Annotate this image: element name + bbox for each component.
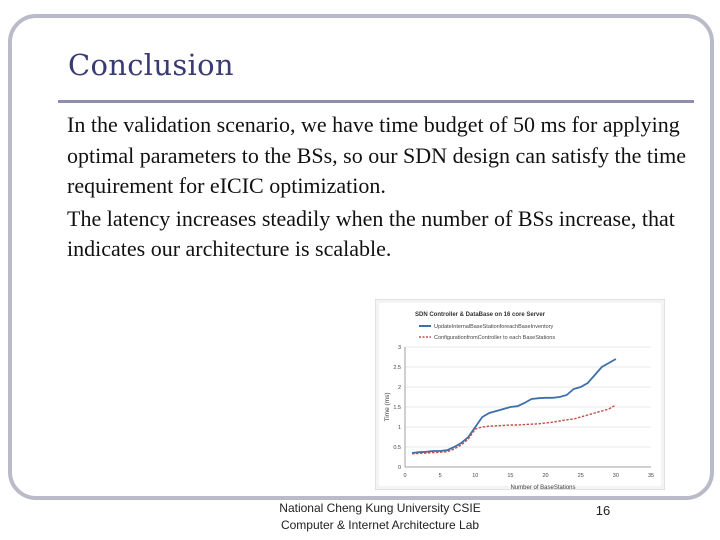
x-tick-label: 10 [472, 473, 479, 479]
x-tick-label: 5 [438, 473, 442, 479]
slide-title: Conclusion [68, 48, 234, 82]
x-tick-label: 35 [647, 473, 655, 479]
legend-label-series-1: UpdateInternalBaseStationforeachBaseInventory [434, 324, 554, 330]
footer-line-2: Computer & Internet Architecture Lab [280, 518, 480, 532]
y-tick-label: 1 [397, 425, 401, 431]
x-axis-label: Number of BaseStations [510, 485, 576, 490]
latency-chart [375, 299, 665, 490]
x-tick-label: 0 [403, 473, 407, 479]
y-tick-label: 3 [397, 345, 401, 351]
x-tick-label: 15 [507, 473, 514, 479]
y-tick-label: 0 [397, 465, 401, 471]
footer-line-1: National Cheng Kung University CSIE [279, 501, 481, 515]
y-tick-label: 0.5 [393, 445, 401, 451]
x-tick-label: 30 [612, 473, 619, 479]
paragraph-1: In the validation scenario, we have time budget of 50 ms for applying optimal parameters to the BSs, so our SDN design can satisfy the time requirement for eICIC optimization. [67, 112, 686, 198]
slide-body [67, 110, 687, 267]
y-tick-label: 1.5 [393, 405, 401, 411]
y-axis-label: Time (ms) [384, 392, 391, 422]
title-underline [58, 100, 694, 103]
y-tick-label: 2 [397, 385, 401, 391]
chart-title: SDN Controller & DataBase on 16 core Server [415, 312, 546, 318]
page-number: 16 [595, 503, 611, 518]
x-tick-label: 25 [577, 473, 584, 479]
footer-institution [245, 500, 515, 534]
y-tick-label: 2.5 [393, 365, 401, 371]
chart-plot-area [379, 303, 661, 486]
x-tick-label: 20 [542, 473, 549, 479]
paragraph-2: The latency increases steadily when the number of BSs increase, that indicates our architecture is scalable. [67, 205, 675, 261]
chart-svg [375, 299, 665, 490]
legend-label-series-2: ConfigurationfromController to each BaseStations [434, 335, 556, 341]
